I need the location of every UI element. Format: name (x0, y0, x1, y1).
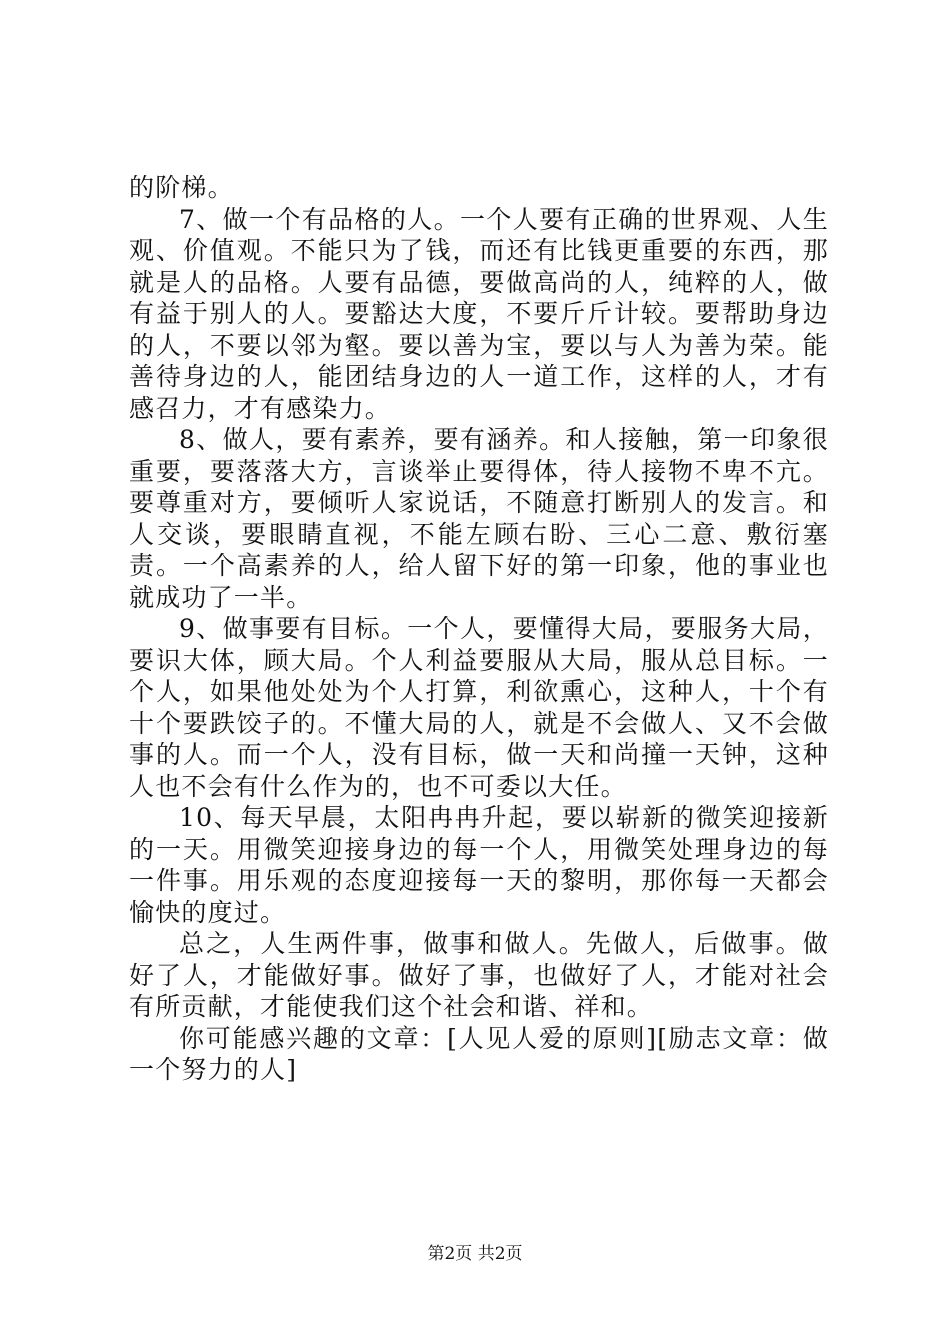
paragraph-item-8: 8、做人，要有素养，要有涵养。和人接触，第一印象很重要，要落落大方，言谈举止要得体，待人接物不卑不亢。要尊重对方，要倾听人家说话，不随意打断别人的发言。和人交谈，要眼睛直视，不能左顾右盼、三心二意、敷衍塞责。一个高素养的人，给人留下好的第一印象，他的事业也就成功了一半。 (129, 425, 829, 612)
related-articles-prefix: 你可能感兴趣的文章： (179, 1023, 448, 1053)
paragraph-continuation: 的阶梯。 (129, 173, 234, 202)
related-articles (129, 1023, 829, 1086)
page-number-footer: 第2页 共2页 (427, 1244, 523, 1264)
paragraph-item-9: 9、做事要有目标。一个人，要懂得大局，要服务大局，要识大体，顾大局。个人利益要服从大局，服从总目标。一个人，如果他处处为个人打算，利欲熏心，这种人，十个有十个要跌饺子的。不懂大局的人，就是不会做人、又不会做事的人。而一个人，没有目标，做一天和尚撞一天钟，这种人也不会有什么作为的，也不可委以大任。 (129, 614, 829, 801)
paragraph-item-10: 10、每天早晨，太阳冉冉升起，要以崭新的微笑迎接新的一天。用微笑迎接身边的每一个人，用微笑处理身边的每一件事。用乐观的态度迎接每一天的黎明，那你每一天都会愉快的度过。 (129, 803, 829, 927)
paragraph-conclusion: 总之，人生两件事，做事和做人。先做人，后做事。做好了人，才能做好事。做好了事，也做好了人，才能对社会有所贡献，才能使我们这个社会和谐、祥和。 (129, 929, 829, 1021)
paragraph-item-7: 7、做一个有品格的人。一个人要有正确的世界观、人生观、价值观。不能只为了钱，而还有比钱更重要的东西，那就是人的品格。人要有品德，要做高尚的人，纯粹的人，做有益于别人的人。要豁达大度，不要斤斤计较。要帮助身边的人，不要以邻为壑。要以善为宝，要以与人为善为荣。能善待身边的人，能团结身边的人一道工作，这样的人，才有感召力，才有感染力。 (129, 204, 829, 423)
related-link-principle[interactable]: [人见人爱的原则] (447, 1023, 658, 1053)
related-link-inspiration[interactable]: [励志文章：做一个努力的人] (129, 1023, 830, 1084)
document-body (129, 172, 829, 1086)
